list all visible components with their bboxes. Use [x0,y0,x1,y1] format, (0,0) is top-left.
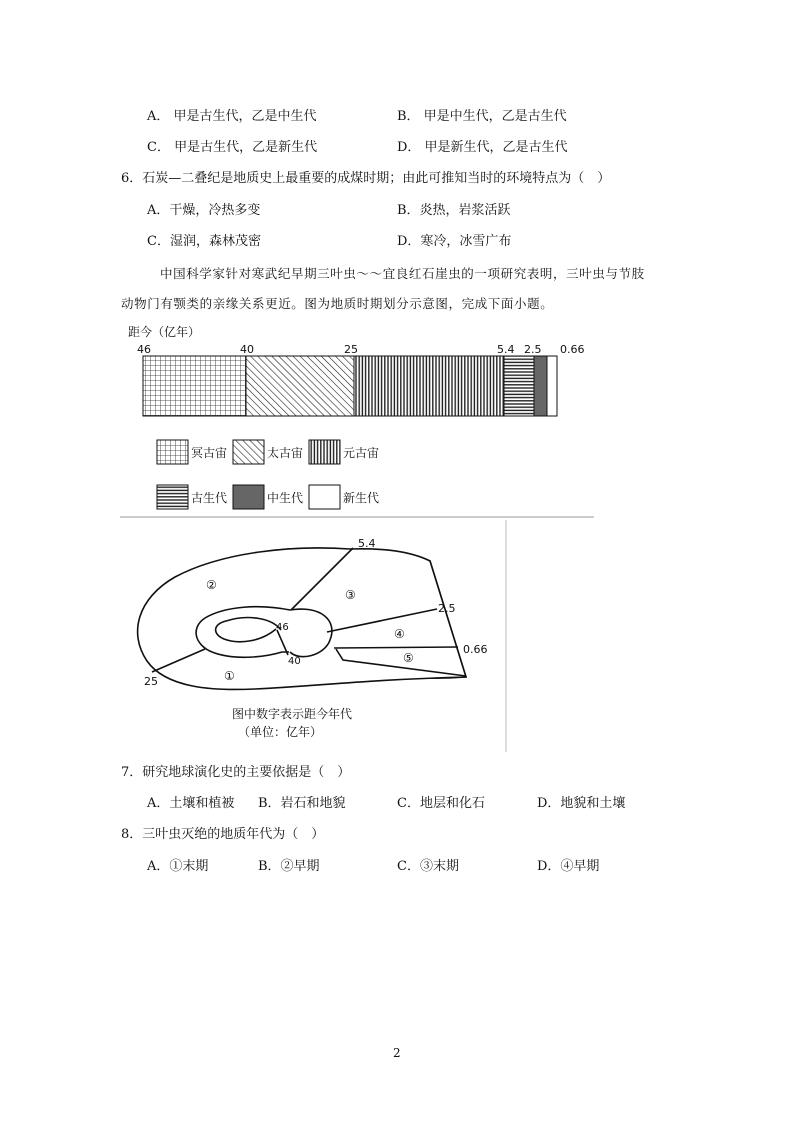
region-4: ④ [394,627,405,641]
divider-4-5 [334,647,458,648]
spiral-label-5-4: 5.4 [358,537,376,550]
q8-stem: 8．三叶虫灭绝的地质年代为（ ） [121,827,325,842]
legend-label-mesozoic: 中生代 [267,491,304,505]
spiral-label-40: 40 [288,656,301,667]
q6-option-c: C．湿润，森林茂密 [147,234,261,249]
q7-option-b: B．岩石和地貌 [258,796,346,811]
q5-option-b: B． 甲是中生代，乙是古生代 [397,109,567,124]
region-2: ② [206,578,217,592]
passage-line-2: 动物门有颚类的亲缘关系更近。图为地质时期划分示意图，完成下面小题。 [121,296,554,311]
q6-option-d: D．寒冷，冰雪广布 [397,234,512,249]
passage-line-1: 中国科学家针对寒武纪早期三叶虫～～宜良红石崖虫的一项研究表明，三叶虫与节肢 [160,266,645,281]
spiral-label-46: 46 [276,622,289,633]
legend-label-paleozoic: 古生代 [191,491,228,505]
q5-option-d: D． 甲是新生代，乙是古生代 [397,140,568,155]
q6-option-a: A．干燥，冷热多变 [147,203,261,218]
spiral-label-25: 25 [144,675,158,688]
tick-40: 40 [240,343,254,356]
q8-option-c: C．③末期 [397,859,459,874]
legend-label-cenozoic: 新生代 [343,491,380,505]
q5-option-c: C． 甲是古生代，乙是新生代 [147,140,318,155]
legend-label-hadean: 冥古宙 [191,446,228,460]
tick-2-5: 2.5 [524,343,542,356]
tick-46: 46 [137,343,151,356]
q8-option-b: B．②早期 [258,859,320,874]
region-1: ① [224,669,235,683]
q8-option-a: A．①末期 [147,859,209,874]
bar-axis-label: 距今（亿年） [128,325,201,339]
legend-label-archean: 太古宙 [267,446,304,460]
q7-stem: 7．研究地球演化史的主要依据是（ ） [121,765,351,780]
legend-label-proterozoic: 元古宙 [343,446,380,460]
tick-25: 25 [344,343,358,356]
page-number: 2 [393,1046,401,1060]
q7-option-c: C．地层和化石 [397,796,485,811]
q6-option-b: B．炎热，岩浆活跃 [397,203,511,218]
q6-stem: 6．石炭—二叠纪是地质史上最重要的成煤时期；由此可推知当时的环境特点为（ ） [121,171,611,186]
spiral-label-2-5: 2.5 [438,602,456,615]
q7-option-a: A．土壤和植被 [147,796,235,811]
q8-option-d: D．④早期 [537,859,600,874]
region-3: ③ [345,588,356,602]
region-5: ⑤ [403,651,414,665]
tick-0-66: 0.66 [560,343,585,356]
spiral-label-0-66: 0.66 [463,643,488,656]
q7-option-d: D．地貌和土壤 [537,796,626,811]
q5-option-a: A． 甲是古生代，乙是中生代 [147,109,317,124]
tick-5-4: 5.4 [497,343,515,356]
spiral-caption-2: （单位：亿年） [238,725,323,739]
spiral-body [138,548,466,690]
spiral-caption-1: 图中数字表示距今年代 [232,707,353,721]
